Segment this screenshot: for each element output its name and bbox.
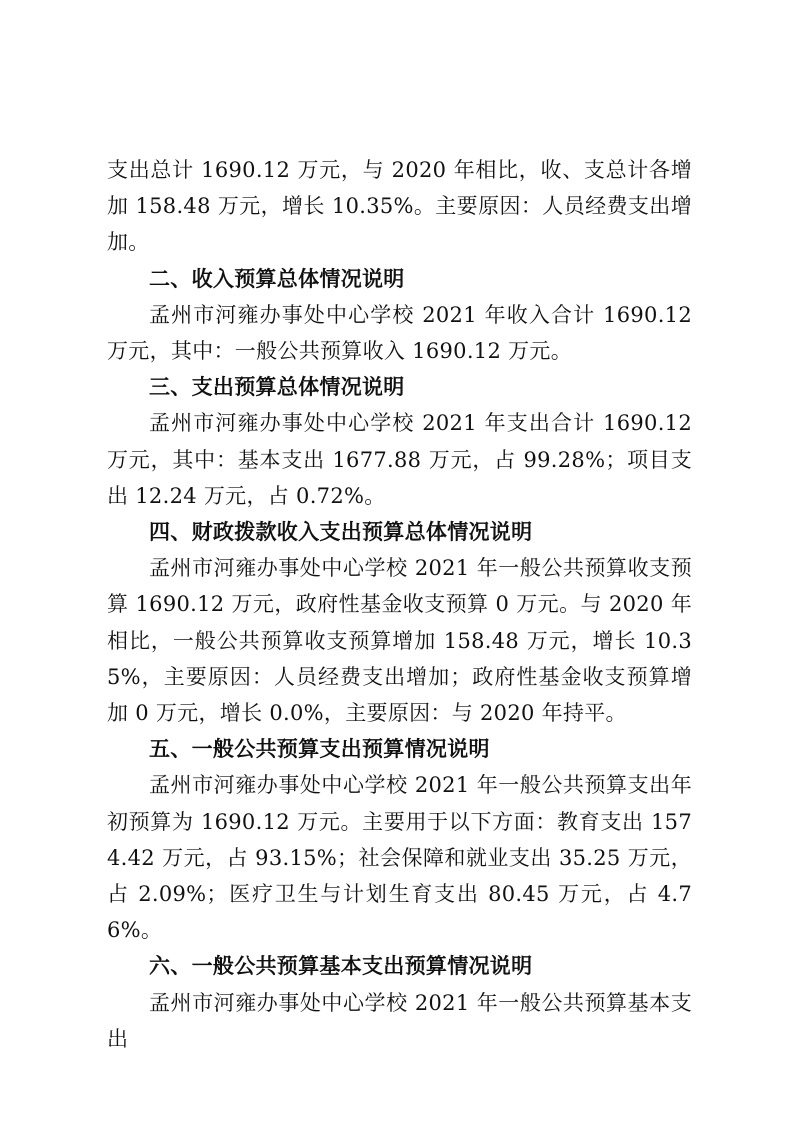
section-heading-expenditure: 三、支出预算总体情况说明 xyxy=(149,375,405,400)
paragraph-expenditure: 孟州市河雍办事处中心学校 2021 年支出合计 1690.12 万元，其中：基本支出 1677.88 万元，占 99.28%；项目支出 12.24 万元，占 0.72%。 xyxy=(107,411,692,508)
section-heading-general-public-budget: 五、一般公共预算支出预算情况说明 xyxy=(149,737,490,762)
section-heading-income: 二、收入预算总体情况说明 xyxy=(149,266,405,291)
paragraph-fiscal-appropriation: 孟州市河雍办事处中心学校 2021 年一般公共预算收支预算 1690.12 万元，政府性基金收支预算 0 万元。与 2020 年相比，一般公共预算收支预算增加 158.48 万元，增长 10.35%，主要原因：人员经费支出增加；政府性基金收支预算增加 0 万元，增长 0.0%，主要原因：与 2020 年持平。 xyxy=(107,556,692,726)
paragraph-income: 孟州市河雍办事处中心学校 2021 年收入合计 1690.12 万元，其中：一般公共预算收入 1690.12 万元。 xyxy=(107,302,692,364)
section-heading-fiscal-appropriation: 四、财政拨款收入支出预算总体情况说明 xyxy=(149,520,533,545)
section-heading-basic-expenditure: 六、一般公共预算基本支出预算情况说明 xyxy=(149,954,533,979)
paragraph-summary-continued: 支出总计 1690.12 万元，与 2020 年相比，收、支总计各增加 158.48 万元，增长 10.35%。主要原因：人员经费支出增加。 xyxy=(107,158,692,255)
paragraph-general-public-budget: 孟州市河雍办事处中心学校 2021 年一般公共预算支出年初预算为 1690.12 万元。主要用于以下方面：教育支出 1574.42 万元，占 93.15%；社会保障和就业支出 35.25 万元，占 2.09%；医疗卫生与计划生育支出 80.45 万元，占 4.76%。 xyxy=(107,773,692,943)
document-body xyxy=(107,152,692,1057)
paragraph-basic-expenditure: 孟州市河雍办事处中心学校 2021 年一般公共预算基本支出 xyxy=(107,990,692,1051)
